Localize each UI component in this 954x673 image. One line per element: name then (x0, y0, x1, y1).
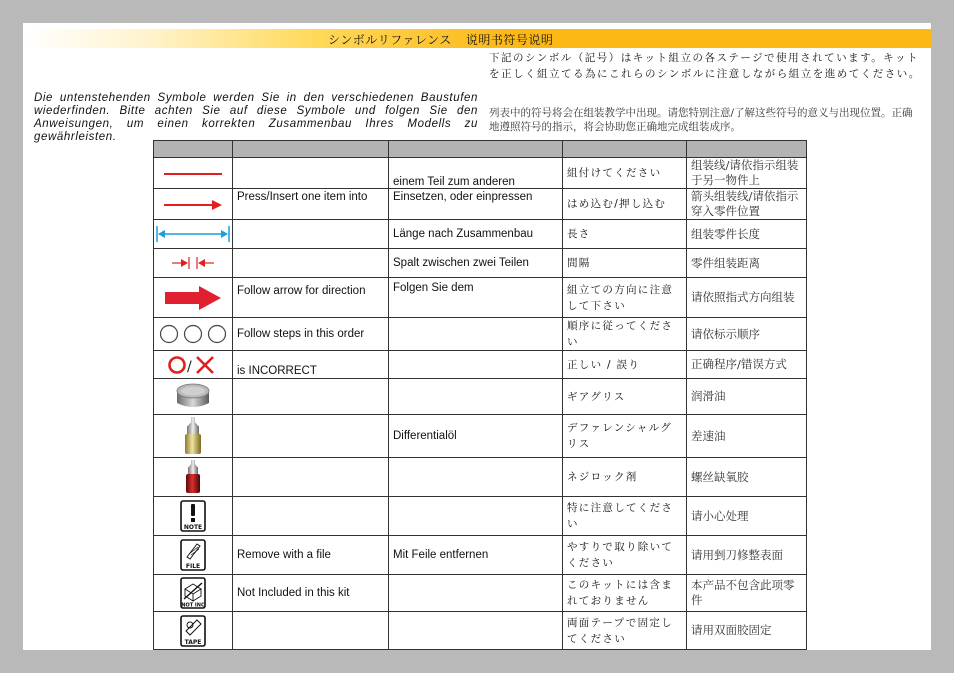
red-thin-arrow-icon (162, 199, 224, 211)
table-row (154, 575, 807, 612)
title-jp: シンボルリファレンス (328, 33, 452, 47)
grease-tub-icon (173, 381, 213, 413)
tape-icon-label: TAPE (184, 638, 202, 646)
table-row (154, 497, 807, 536)
chinese-cell: 请依标示顺序 (687, 318, 807, 351)
chinese-cell: 箭头组装线/请依指示穿入零件位置 (687, 189, 807, 220)
english-cell (233, 612, 389, 650)
german-cell: Spalt zwischen zwei Teilen (389, 249, 563, 278)
symbol-cell (154, 278, 233, 318)
table-row (154, 220, 807, 249)
header-cell (154, 141, 233, 158)
english-cell (233, 249, 389, 278)
symbol-cell (154, 189, 233, 220)
symbol-cell (154, 351, 233, 379)
red-line-icon (162, 169, 224, 179)
symbol-cell (154, 575, 233, 612)
symbol-cell (154, 249, 233, 278)
header-cell (563, 141, 687, 158)
english-cell (233, 458, 389, 497)
symbol-cell (154, 158, 233, 189)
symbol-cell (154, 497, 233, 536)
german-cell (389, 458, 563, 497)
title-cn: 说明书符号说明 (465, 33, 554, 47)
japanese-cell: このキットには含まれておりません (563, 575, 687, 612)
red-block-arrow-icon (163, 284, 223, 312)
note-icon-label: NOTE (183, 524, 203, 531)
correct-incorrect-icon (168, 353, 218, 377)
intro-german: Die untenstehenden Symbole werden Sie in den verschiedenen Baustufen wiederfinden. Bitte achten Sie auf diese Symbole und folgen Sie den Anweisungen, um einen korrekten Zusammenbau Ihres Modells zu gewährleisten. (34, 92, 478, 143)
german-cell (389, 318, 563, 351)
german-cell (389, 351, 563, 379)
reference-sheet (23, 23, 931, 650)
intro-chinese: 列表中的符号将会在组装教学中出现。请您特别注意/了解这些符号的意义与出现位置。正确地遵照符号的指示，将会协助您正确地完成组装成序。 (489, 107, 913, 133)
english-cell (233, 189, 389, 220)
table-row (154, 189, 807, 220)
chinese-cell: 请小心处理 (687, 497, 807, 536)
chinese-cell: 零件组装距离 (687, 249, 807, 278)
chinese-cell: 正确程序/错误方式 (687, 351, 807, 379)
chinese-cell: 润滑油 (687, 379, 807, 415)
english-cell: Not Included in this kit (233, 575, 389, 612)
german-text: einem Teil zum anderen (393, 176, 515, 188)
english-cell (233, 278, 389, 318)
not-included-icon (180, 577, 206, 609)
chinese-cell: 请用双面胶固定 (687, 612, 807, 650)
not-included-icon-label: NOT INC (181, 602, 205, 609)
german-cell (389, 497, 563, 536)
table-row (154, 415, 807, 458)
german-cell (389, 612, 563, 650)
table-row (154, 278, 807, 318)
page-title (328, 31, 553, 48)
chinese-cell: 请用剉刀修整表面 (687, 536, 807, 575)
symbol-cell (154, 612, 233, 650)
german-cell (389, 189, 563, 220)
german-cell: Differentialöl (389, 415, 563, 458)
english-text: Press/Insert one item into (237, 191, 368, 203)
german-text: Einsetzen, oder einpressen (393, 191, 533, 203)
japanese-cell: 組立ての方向に注意して下さい (563, 278, 687, 318)
japanese-cell: 間隔 (563, 249, 687, 278)
japanese-cell: 特に注意してください (563, 497, 687, 536)
table-row (154, 379, 807, 415)
chinese-cell: 组装线/请依指示组装于另一物件上 (687, 158, 807, 189)
japanese-cell: 長さ (563, 220, 687, 249)
japanese-cell: はめ込む/押し込む (563, 189, 687, 220)
german-cell (389, 575, 563, 612)
symbol-cell (154, 536, 233, 575)
file-icon (180, 539, 206, 571)
english-text: is INCORRECT (237, 364, 317, 377)
header-cell (389, 141, 563, 158)
table-row (154, 458, 807, 497)
english-cell (233, 379, 389, 415)
japanese-cell: デファレンシャルグリス (563, 415, 687, 458)
gap-arrows-icon (170, 255, 216, 271)
japanese-cell: やすりで取り除いてください (563, 536, 687, 575)
title-bar (23, 29, 931, 48)
english-cell (233, 351, 389, 379)
table-row (154, 249, 807, 278)
japanese-cell: ネジロック剤 (563, 458, 687, 497)
symbol-table (153, 140, 807, 650)
table-row (154, 536, 807, 575)
blue-dimension-arrow-icon (155, 224, 231, 244)
table-row (154, 612, 807, 650)
header-cell (233, 141, 389, 158)
chinese-cell: 本产品不包含此项零件 (687, 575, 807, 612)
table-row (154, 158, 807, 189)
english-cell (233, 158, 389, 189)
german-cell: Länge nach Zusammenbau (389, 220, 563, 249)
german-cell (389, 379, 563, 415)
english-cell (233, 415, 389, 458)
english-text: Follow arrow for direction (237, 284, 366, 297)
japanese-cell: 組付けてください (563, 158, 687, 189)
note-icon (180, 500, 206, 532)
chinese-cell: 螺丝缺氧胶 (687, 458, 807, 497)
symbol-cell (154, 318, 233, 351)
japanese-cell: 両面テープで固定してください (563, 612, 687, 650)
symbol-cell (154, 379, 233, 415)
step-circles-icon (157, 323, 229, 345)
english-cell: Remove with a file (233, 536, 389, 575)
slash-separator: / (187, 358, 192, 375)
symbol-cell (154, 220, 233, 249)
english-cell (233, 220, 389, 249)
table-row (154, 351, 807, 379)
threadlock-bottle-icon (182, 459, 204, 495)
german-text: Folgen Sie dem (393, 281, 474, 294)
header-cell (687, 141, 807, 158)
german-cell: Mit Feile entfernen (389, 536, 563, 575)
symbol-cell (154, 458, 233, 497)
intro-japanese: 下記のシンボル（記号）はキット組立の各ステージで使用されています。キットを正しく組立てる為にこれらのシンボルに注意しながら組立を進めてください。 (489, 52, 921, 80)
oil-bottle-icon (182, 416, 204, 456)
file-icon-label: FILE (185, 563, 201, 570)
german-cell (389, 158, 563, 189)
english-cell: Follow steps in this order (233, 318, 389, 351)
japanese-cell: ギアグリス (563, 379, 687, 415)
english-cell (233, 497, 389, 536)
japanese-cell: 正しい / 誤り (563, 351, 687, 379)
chinese-cell: 差速油 (687, 415, 807, 458)
tape-icon (180, 615, 206, 647)
chinese-cell: 组装零件长度 (687, 220, 807, 249)
symbol-cell (154, 415, 233, 458)
japanese-cell: 順序に従ってください (563, 318, 687, 351)
table-row (154, 318, 807, 351)
table-header-row (154, 141, 807, 158)
chinese-cell: 请依照指式方向组装 (687, 278, 807, 318)
german-cell (389, 278, 563, 318)
